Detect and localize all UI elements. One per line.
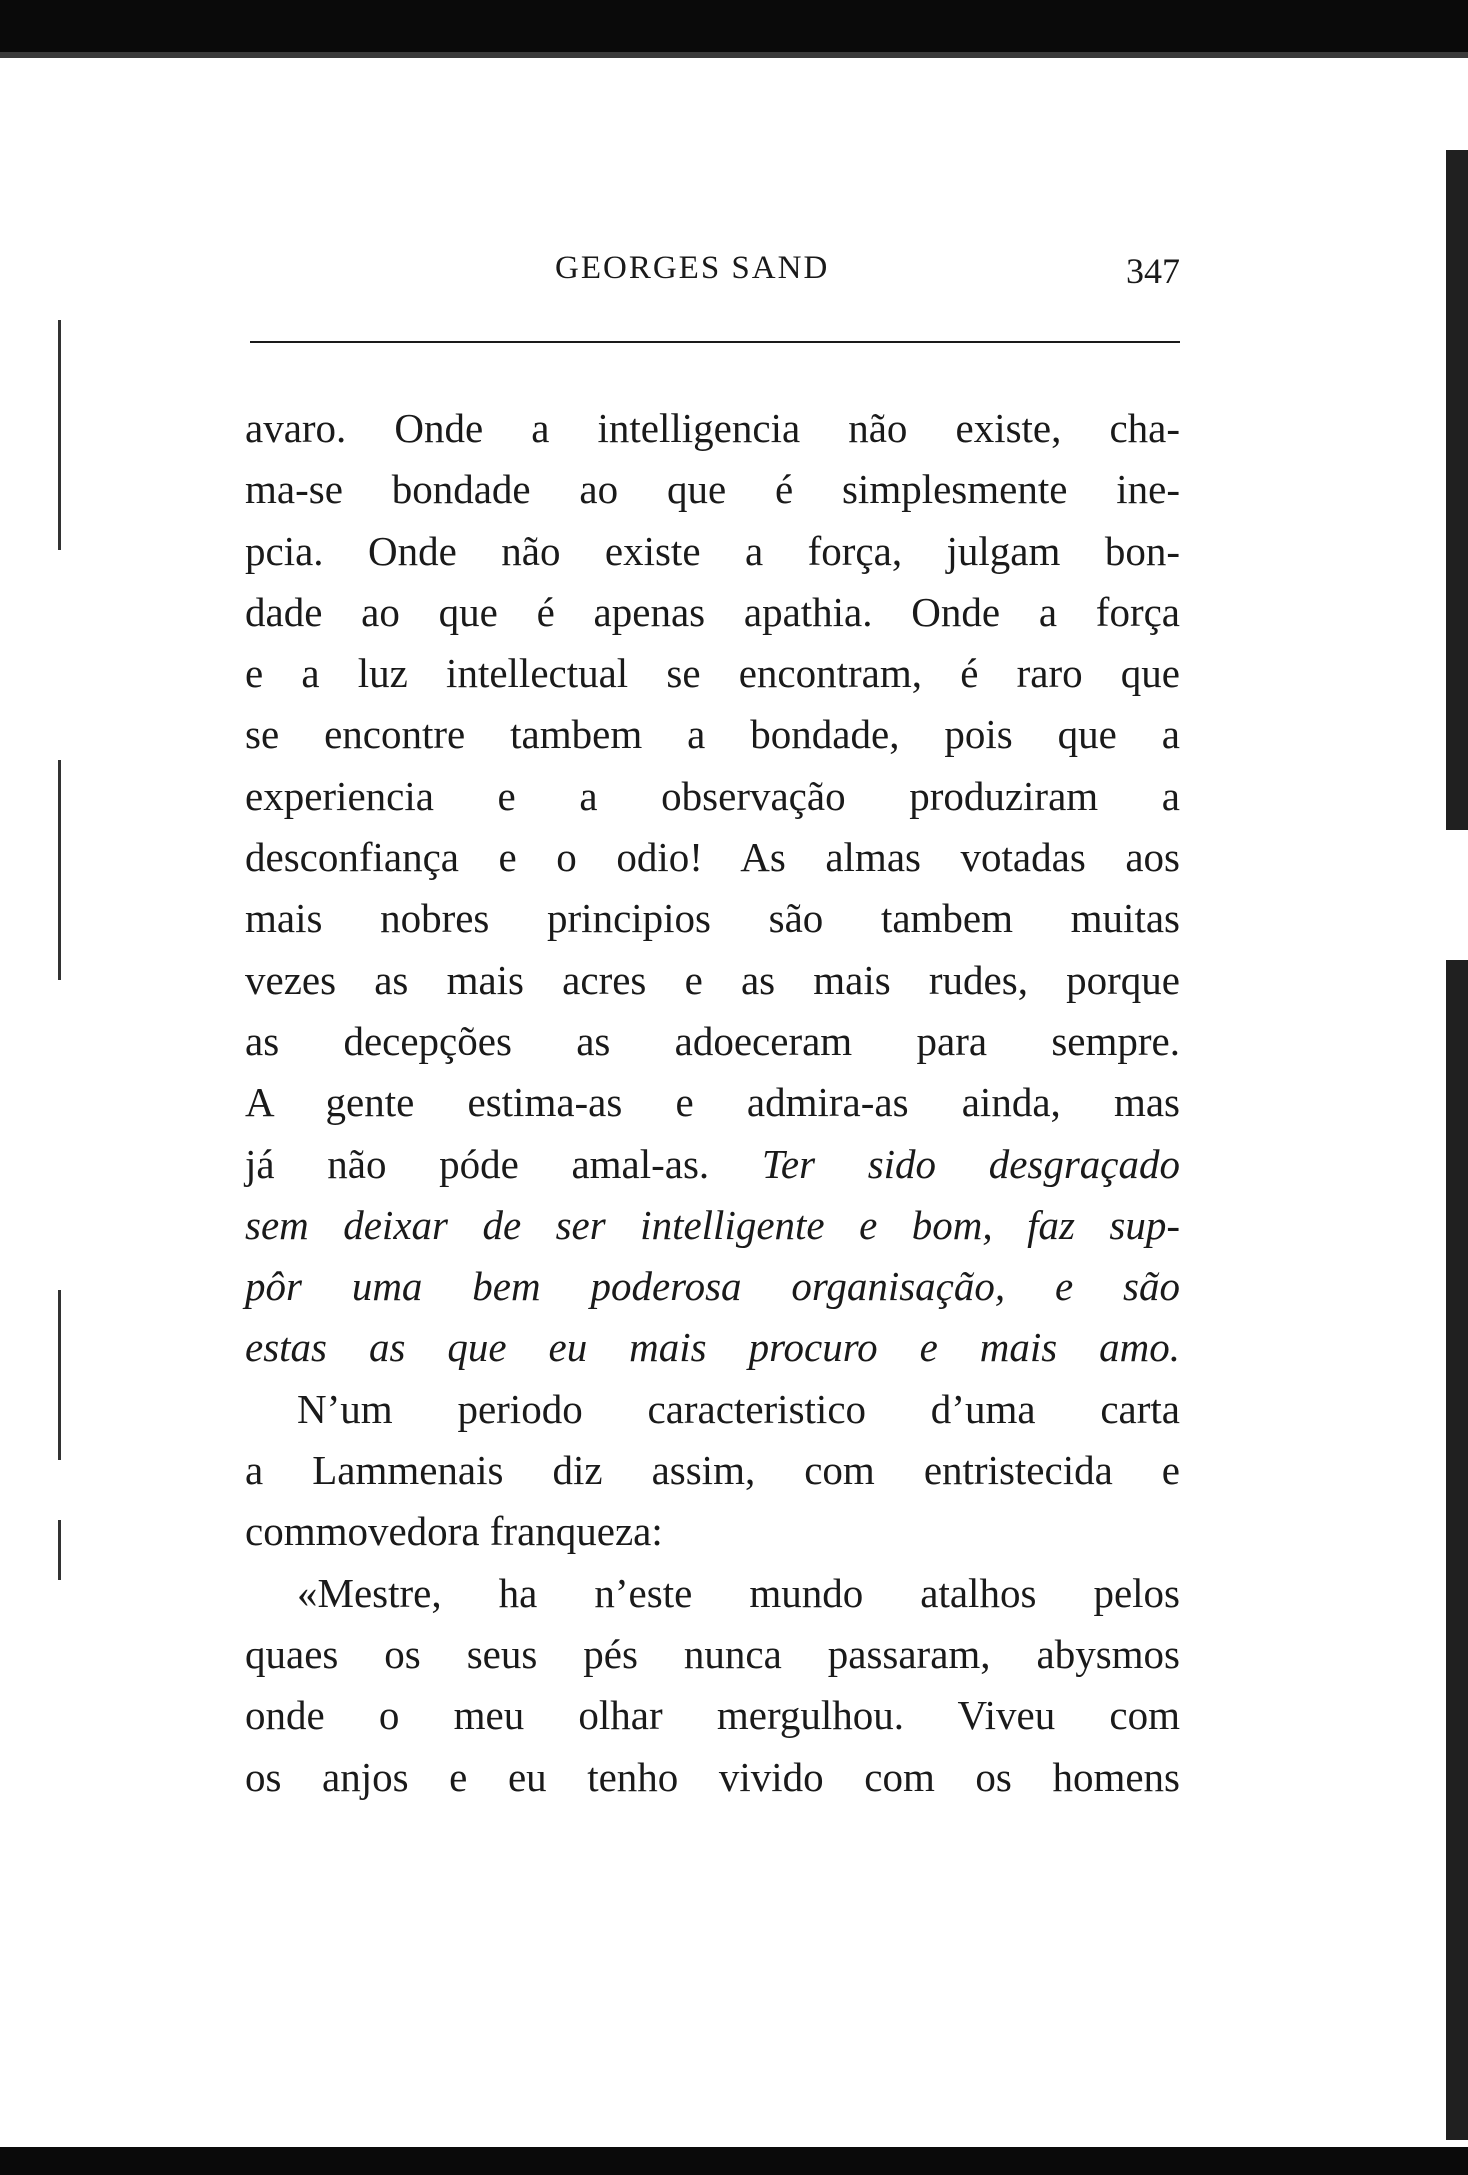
text-line: onde o meu olhar mergulhou. Viveu com bbox=[245, 1692, 1180, 1739]
italic-quote: Ter sido desgraçado bbox=[761, 1140, 1180, 1187]
scan-margin-mark bbox=[58, 1290, 61, 1460]
italic-quote-line: pôr uma bem poderosa organisação, e são bbox=[245, 1263, 1180, 1310]
italic-quote-line: sem deixar de ser intelligente e bom, faz sup- bbox=[245, 1201, 1180, 1248]
paragraph-end: commovedora franqueza: bbox=[245, 1508, 663, 1555]
running-head-title: GEORGES SAND bbox=[555, 250, 830, 286]
text-line: a Lammenais diz assim, com entristecida e bbox=[245, 1447, 1180, 1494]
paragraph-start: N’um periodo caracteristico d’uma carta bbox=[297, 1385, 1180, 1432]
text-line: quaes os seus pés nunca passaram, abysmos bbox=[245, 1630, 1180, 1677]
italic-quote-line: estas as que eu mais procuro e mais amo. bbox=[245, 1324, 1180, 1371]
text-line-mixed bbox=[245, 1134, 1180, 1195]
page-number: 347 bbox=[1126, 251, 1180, 291]
text-line: vezes as mais acres e as mais rudes, porque bbox=[245, 956, 1180, 1003]
scan-border-top bbox=[0, 0, 1468, 66]
text-line: experiencia e a observação produziram a bbox=[245, 772, 1180, 819]
header-rule bbox=[250, 341, 1180, 343]
scan-border-bottom bbox=[0, 2147, 1468, 2175]
text-line: A gente estima-as e admira-as ainda, mas bbox=[245, 1079, 1180, 1126]
body-text bbox=[245, 398, 1180, 1808]
text-line: avaro. Onde a intelligencia não existe, cha- bbox=[245, 405, 1180, 451]
scan-border-right-gap bbox=[1432, 830, 1468, 960]
text-line: e a luz intellectual se encontram, é raro que bbox=[245, 650, 1180, 697]
text-line: mais nobres principios são tambem muitas bbox=[245, 895, 1180, 942]
text-line: se encontre tambem a bondade, pois que a bbox=[245, 711, 1180, 758]
text-line: as decepções as adoeceram para sempre. bbox=[245, 1017, 1180, 1064]
scan-margin-mark bbox=[58, 760, 61, 980]
paragraph-start: «Mestre, ha n’este mundo atalhos pelos bbox=[297, 1569, 1180, 1616]
text-line: os anjos e eu tenho vivido com os homens bbox=[245, 1753, 1180, 1800]
scan-border-right bbox=[1432, 150, 1468, 2140]
scan-margin-mark bbox=[58, 320, 61, 550]
running-head bbox=[250, 250, 1180, 300]
text-line: ma-se bondade ao que é simplesmente ine- bbox=[245, 466, 1180, 513]
text-line: desconfiança e o odio! As almas votadas aos bbox=[245, 834, 1180, 881]
text-line: pcia. Onde não existe a força, julgam bon- bbox=[245, 527, 1180, 574]
text-line-roman: já não póde amal-as. bbox=[245, 1140, 710, 1187]
text-line: dade ao que é apenas apathia. Onde a força bbox=[245, 588, 1180, 635]
scan-margin-mark bbox=[58, 1520, 61, 1580]
